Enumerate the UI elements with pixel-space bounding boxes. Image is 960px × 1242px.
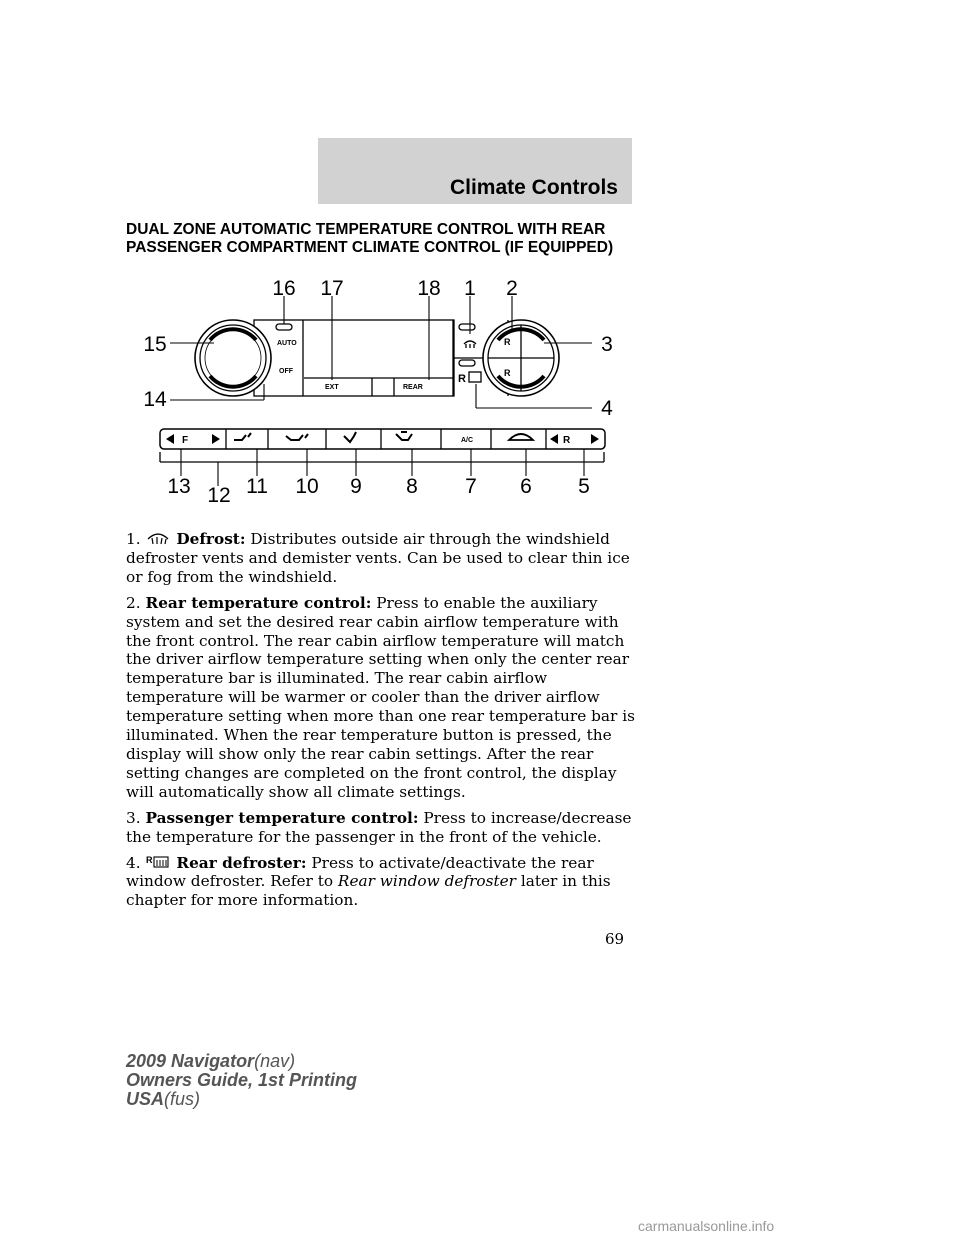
item-number: 1. xyxy=(126,530,141,548)
item-text: Press to activate/deactivate the rear window defroster. Refer to xyxy=(126,853,594,891)
callout-6: 6 xyxy=(520,475,532,498)
chapter-header xyxy=(318,138,632,204)
callout-13: 13 xyxy=(167,475,191,498)
section-title-line1: DUAL ZONE AUTOMATIC TEMPERATURE CONTROL WITH REAR xyxy=(126,221,606,238)
defrost-icon xyxy=(145,530,171,546)
front-fan-label: F xyxy=(182,435,189,446)
page-number: 69 xyxy=(605,930,625,948)
footer xyxy=(126,1052,357,1109)
rear-temp-label-1: R xyxy=(504,337,511,347)
callout-16: 16 xyxy=(272,277,296,300)
item-text: Press to increase/decrease the temperature for the passenger in the front of the vehicle. xyxy=(126,808,632,846)
item-number: 4. xyxy=(126,853,141,872)
rear-button-label: REAR xyxy=(403,384,423,391)
footer-guide: Owners Guide, 1st Printing xyxy=(126,1070,358,1090)
item-text: Press to enable the auxiliary system and set the desired rear cabin airflow temperature with the front control. The rear cabin airflow temperature will match the driver airflow temperature setting when only the center rear temperature bar is illuminated. The rear cabin airflow temperature will be warmer or cooler than the driver airflow temperature setting when more than one rear temperature bar is illuminated. When the rear temperature button is pressed, the display will show only the rear cabin settings. After the rear setting changes are completed on the front control, the display will automatically show all climate settings. xyxy=(126,593,635,801)
item-title: Defrost: xyxy=(176,530,246,548)
cross-reference: Rear window defroster xyxy=(337,872,516,891)
rear-fan-label: R xyxy=(563,435,571,446)
item-title: Passenger temperature control: xyxy=(145,808,419,827)
callout-10: 10 xyxy=(295,475,319,498)
item-title: Rear temperature control: xyxy=(145,593,372,612)
callout-11: 11 xyxy=(246,475,268,498)
callout-7: 7 xyxy=(465,475,477,498)
item-list xyxy=(126,530,646,917)
callout-12: 12 xyxy=(207,484,231,507)
chapter-title: Climate Controls xyxy=(449,176,618,199)
ext-button-label: EXT xyxy=(325,384,339,391)
item-text: Distributes outside air through the windshield defroster vents and demister vents. Can be used to clear thin ice or fog from the windshield. xyxy=(126,530,630,586)
rear-defrost-icon xyxy=(145,854,171,870)
list-item-rear-defroster xyxy=(126,854,646,911)
footer-model: 2009 Navigator xyxy=(126,1051,255,1071)
section-title xyxy=(126,221,646,257)
callout-8: 8 xyxy=(406,475,418,498)
footer-region-code: (fus) xyxy=(164,1089,201,1109)
svg-text:R: R xyxy=(146,854,153,865)
callout-3: 3 xyxy=(601,333,613,356)
callout-1: 1 xyxy=(464,277,476,300)
off-button-label: OFF xyxy=(279,368,293,375)
callout-18: 18 xyxy=(417,277,441,300)
list-item-passenger-temperature xyxy=(126,809,646,847)
list-item-rear-temperature xyxy=(126,594,646,802)
item-text-end: later in this chapter for more information. xyxy=(126,872,611,910)
item-number: 2. xyxy=(126,593,141,612)
rear-defrost-label: R xyxy=(458,373,466,385)
item-number: 3. xyxy=(126,808,141,827)
callout-2: 2 xyxy=(506,277,518,300)
footer-region: USA xyxy=(126,1089,165,1109)
callout-15: 15 xyxy=(143,333,167,356)
section-title-line2: PASSENGER COMPARTMENT CLIMATE CONTROL (IF EQUIPPED) xyxy=(126,239,614,256)
auto-button-label: AUTO xyxy=(277,340,297,347)
ac-button-label: A/C xyxy=(461,437,474,444)
callout-4: 4 xyxy=(601,397,613,420)
callout-17: 17 xyxy=(320,277,344,300)
callout-5: 5 xyxy=(578,475,590,498)
rear-temp-label-2: R xyxy=(504,368,511,378)
callout-9: 9 xyxy=(350,475,362,498)
climate-control-diagram xyxy=(126,272,636,512)
watermark: carmanualsonline.info xyxy=(638,1218,775,1234)
footer-model-code: (nav) xyxy=(254,1051,296,1071)
list-item-defrost xyxy=(126,530,646,587)
item-title: Rear defroster: xyxy=(176,853,307,872)
callout-14: 14 xyxy=(143,388,167,411)
